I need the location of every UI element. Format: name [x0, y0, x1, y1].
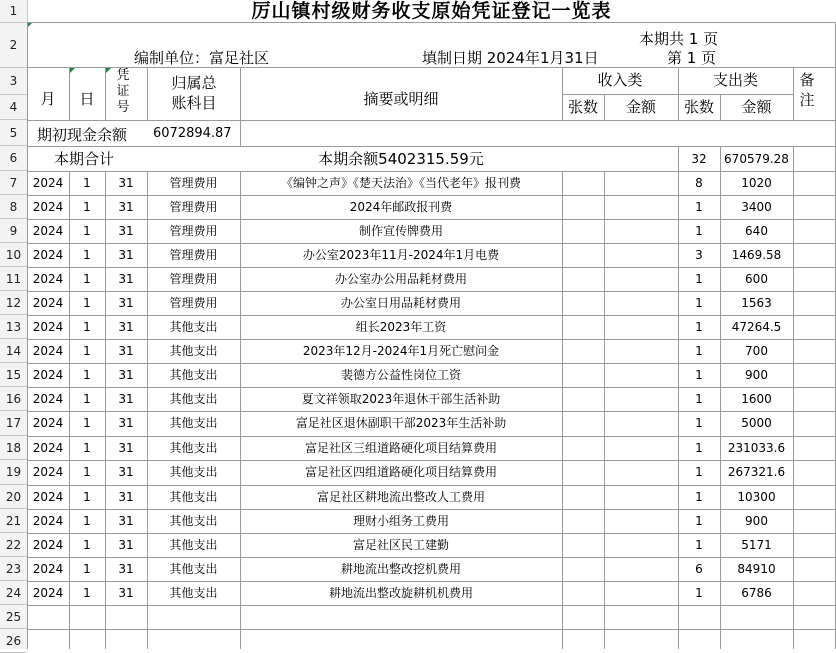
row-number[interactable]: 20	[5, 490, 22, 504]
grid-line	[147, 171, 148, 649]
cell-summary[interactable]: 夏文祥领取2023年退休干部生活补助	[301, 392, 501, 406]
cell-summary[interactable]: 组长2023年工资	[355, 320, 447, 334]
cell-month[interactable]: 1	[83, 465, 91, 479]
row-number[interactable]: 23	[5, 562, 22, 576]
grid-line	[27, 146, 836, 147]
grid-line	[69, 171, 70, 649]
grid-line	[27, 243, 836, 244]
cell-month[interactable]: 1	[83, 538, 91, 552]
cell-year[interactable]: 2024	[32, 392, 64, 406]
cell-day[interactable]: 31	[118, 586, 134, 600]
cell-day[interactable]: 31	[118, 320, 134, 334]
grid-line	[720, 94, 721, 120]
col-income-header: 收入类	[597, 71, 643, 89]
grid-line	[678, 171, 679, 649]
grid-line	[105, 67, 106, 120]
cell-amount[interactable]: 5000	[741, 416, 772, 430]
cell-year[interactable]: 2024	[32, 441, 64, 455]
cell-amount[interactable]: 900	[745, 514, 768, 528]
cell-account[interactable]: 其他支出	[169, 320, 218, 334]
grid-line	[27, 436, 836, 437]
row-number[interactable]: 26	[5, 634, 22, 648]
cell-month[interactable]: 1	[83, 392, 91, 406]
row-number[interactable]: 11	[5, 272, 22, 286]
cell-year[interactable]: 2024	[32, 248, 64, 262]
row-number[interactable]: 14	[5, 344, 22, 358]
cell-count[interactable]: 1	[695, 392, 703, 406]
cell-day[interactable]: 31	[118, 176, 134, 190]
grid-line	[27, 291, 836, 292]
grid-line	[27, 120, 836, 121]
cell-account[interactable]: 管理费用	[169, 296, 218, 310]
cell-amount[interactable]: 1600	[741, 392, 772, 406]
cell-amount[interactable]: 3400	[741, 200, 772, 214]
income-count-header: 张数	[567, 98, 598, 116]
cell-month[interactable]: 1	[83, 490, 91, 504]
col-remark-header: 备注	[799, 71, 815, 109]
cell-summary[interactable]: 富足社区耕地流出整改人工费用	[316, 490, 485, 504]
cell-amount[interactable]: 6786	[741, 586, 772, 600]
row-number[interactable]: 3	[9, 74, 18, 88]
cell-account[interactable]: 其他支出	[169, 441, 218, 455]
grid-line	[562, 67, 563, 120]
period-total-label: 本期合计	[54, 150, 115, 168]
col-account-header: 归属总账科目	[171, 74, 217, 112]
cell-count[interactable]: 1	[695, 296, 703, 310]
cell-year[interactable]: 2024	[32, 368, 64, 382]
cell-month[interactable]: 1	[83, 272, 91, 286]
cell-account[interactable]: 其他支出	[169, 344, 218, 358]
cell-summary[interactable]: 2023年12月-2024年1月死亡慰问金	[302, 344, 500, 358]
cell-count[interactable]: 1	[695, 224, 703, 238]
cell-month[interactable]: 1	[83, 200, 91, 214]
cell-day[interactable]: 31	[118, 368, 134, 382]
cell-year[interactable]: 2024	[32, 224, 64, 238]
cell-day[interactable]: 31	[118, 514, 134, 528]
grid-line	[793, 171, 794, 649]
cell-account[interactable]: 管理费用	[169, 200, 218, 214]
grid-line	[27, 581, 836, 582]
cell-day[interactable]: 31	[118, 344, 134, 358]
spreadsheet-grid[interactable]	[27, 0, 836, 649]
cell-year[interactable]: 2024	[32, 416, 64, 430]
cell-amount[interactable]: 900	[745, 368, 768, 382]
pages-total: 本期共 1 页	[639, 30, 719, 48]
cell-account[interactable]: 其他支出	[169, 465, 218, 479]
cell-account[interactable]: 其他支出	[169, 392, 218, 406]
grid-line	[27, 629, 836, 630]
row-number[interactable]: 22	[5, 538, 22, 552]
grid-line	[27, 219, 836, 220]
row-number[interactable]: 13	[5, 320, 22, 334]
date-label: 填制日期 2024年1月31日	[422, 49, 599, 67]
grid-line	[27, 387, 836, 388]
period-balance-text: 本期余额5402315.59元	[318, 150, 484, 168]
cell-summary[interactable]: 富足社区三组道路硬化项目结算费用	[304, 441, 497, 455]
cell-amount[interactable]: 600	[745, 272, 768, 286]
grid-line	[27, 605, 836, 606]
cell-count[interactable]: 1	[695, 272, 703, 286]
row-number[interactable]: 4	[9, 100, 18, 114]
opening-balance-value: 6072894.87	[153, 126, 232, 141]
cell-month[interactable]: 1	[83, 441, 91, 455]
cell-summary[interactable]: 2024年邮政报刊费	[349, 200, 453, 214]
cell-day[interactable]: 31	[118, 562, 134, 576]
col-summary-header: 摘要或明细	[363, 90, 439, 108]
cell-day[interactable]: 31	[118, 465, 134, 479]
cell-amount[interactable]: 10300	[737, 490, 776, 504]
cell-summary[interactable]: 耕地流出整改旋耕机机费用	[328, 586, 473, 600]
income-amount-header: 金额	[625, 98, 656, 116]
row-number[interactable]: 12	[5, 296, 22, 310]
grid-line	[27, 267, 836, 268]
cell-count[interactable]: 1	[695, 320, 703, 334]
grid-line	[240, 120, 241, 146]
grid-line	[27, 195, 836, 196]
grid-line	[678, 67, 679, 120]
row-number[interactable]: 6	[9, 151, 18, 165]
row-number[interactable]: 7	[9, 176, 18, 190]
grid-line	[147, 67, 148, 120]
row-number[interactable]: 2	[9, 38, 18, 52]
grid-line	[27, 67, 836, 68]
grid-line	[604, 171, 605, 649]
cell-count[interactable]: 1	[695, 514, 703, 528]
cell-month[interactable]: 1	[83, 320, 91, 334]
cell-summary[interactable]: 富足社区退休副职干部2023年生活补助	[295, 416, 507, 430]
grid-line	[720, 171, 721, 649]
cell-count[interactable]: 1	[695, 441, 703, 455]
grid-line	[27, 411, 836, 412]
cell-year[interactable]: 2024	[32, 296, 64, 310]
row-number[interactable]: 10	[5, 248, 22, 262]
cell-day[interactable]: 31	[118, 392, 134, 406]
cell-day[interactable]: 31	[118, 441, 134, 455]
grid-line	[27, 533, 836, 534]
grid-line	[105, 171, 106, 649]
cell-month[interactable]: 1	[83, 586, 91, 600]
cell-month[interactable]: 1	[83, 176, 91, 190]
row-number[interactable]: 8	[9, 200, 18, 214]
cell-year[interactable]: 2024	[32, 272, 64, 286]
period-total-amount: 670579.28	[724, 152, 789, 166]
row-header-column	[0, 0, 28, 649]
cell-count[interactable]: 1	[695, 416, 703, 430]
cell-day[interactable]: 31	[118, 224, 134, 238]
grid-line	[27, 22, 836, 23]
cell-amount[interactable]: 267321.6	[727, 465, 786, 479]
grid-line	[69, 67, 70, 120]
cell-account[interactable]: 管理费用	[169, 224, 218, 238]
cell-account[interactable]: 其他支出	[169, 490, 218, 504]
cell-day[interactable]: 31	[118, 200, 134, 214]
grid-line	[27, 485, 836, 486]
cell-day[interactable]: 31	[118, 538, 134, 552]
opening-balance-label: 期初现金余额	[37, 126, 128, 144]
row-number[interactable]: 1	[9, 4, 18, 18]
cell-summary[interactable]: 《编钟之声》《楚天法治》《当代老年》报刊费	[280, 176, 521, 190]
cell-month[interactable]: 1	[83, 416, 91, 430]
cell-amount[interactable]: 47264.5	[731, 320, 782, 334]
cell-count[interactable]: 6	[695, 562, 703, 576]
cell-year[interactable]: 2024	[32, 538, 64, 552]
grid-line	[793, 67, 794, 120]
cell-month[interactable]: 1	[83, 248, 91, 262]
col-expense-header: 支出类	[712, 71, 758, 89]
row-number[interactable]: 18	[5, 441, 22, 455]
grid-line	[27, 22, 28, 649]
cell-year[interactable]: 2024	[32, 344, 64, 358]
row-number[interactable]: 24	[5, 586, 22, 600]
grid-line	[793, 146, 794, 171]
grid-line	[27, 557, 836, 558]
cell-account[interactable]: 其他支出	[169, 586, 218, 600]
cell-count[interactable]: 1	[695, 465, 703, 479]
cell-amount[interactable]: 231033.6	[727, 441, 786, 455]
row-number[interactable]: 21	[5, 514, 22, 528]
cell-month[interactable]: 1	[83, 224, 91, 238]
cell-day[interactable]: 31	[118, 272, 134, 286]
cell-count[interactable]: 8	[695, 176, 703, 190]
cell-month[interactable]: 1	[83, 344, 91, 358]
sheet-title: 厉山镇村级财务收支原始凭证登记一览表	[251, 0, 612, 22]
cell-count[interactable]: 3	[695, 248, 703, 262]
cell-amount[interactable]: 1563	[741, 296, 772, 310]
cell-year[interactable]: 2024	[32, 320, 64, 334]
cell-day[interactable]: 31	[118, 296, 134, 310]
cell-count[interactable]: 1	[695, 344, 703, 358]
cell-summary[interactable]: 富足社区四组道路硬化项目结算费用	[304, 465, 497, 479]
cell-year[interactable]: 2024	[32, 465, 64, 479]
row-number[interactable]: 9	[9, 224, 18, 238]
cell-month[interactable]: 1	[83, 562, 91, 576]
cell-day[interactable]: 31	[118, 248, 134, 262]
grid-line	[27, 460, 836, 461]
cell-account[interactable]: 其他支出	[169, 538, 218, 552]
cell-month[interactable]: 1	[83, 296, 91, 310]
cell-year[interactable]: 2024	[32, 586, 64, 600]
cell-comment-marker	[70, 68, 75, 73]
period-total-count: 32	[691, 152, 707, 166]
cell-account[interactable]: 其他支出	[169, 514, 218, 528]
cell-account[interactable]: 管理费用	[169, 272, 218, 286]
cell-count[interactable]: 1	[695, 538, 703, 552]
row-number[interactable]: 19	[5, 465, 22, 479]
cell-account[interactable]: 其他支出	[169, 368, 218, 382]
grid-line	[240, 67, 241, 120]
col-voucher-header: 凭证号	[116, 68, 130, 115]
cell-amount[interactable]: 1469.58	[731, 248, 782, 262]
cell-year[interactable]: 2024	[32, 514, 64, 528]
cell-day[interactable]: 31	[118, 490, 134, 504]
cell-day[interactable]: 31	[118, 416, 134, 430]
grid-line	[27, 315, 836, 316]
cell-amount[interactable]: 640	[745, 224, 768, 238]
row-number[interactable]: 17	[5, 416, 22, 430]
cell-summary[interactable]: 办公室2023年11月-2024年1月电费	[302, 248, 500, 262]
grid-line	[27, 509, 836, 510]
expense-amount-header: 金额	[741, 98, 772, 116]
cell-account[interactable]: 管理费用	[169, 248, 218, 262]
cell-count[interactable]: 1	[695, 368, 703, 382]
unit-label: 编制单位：富足社区	[134, 49, 270, 67]
cell-month[interactable]: 1	[83, 368, 91, 382]
cell-count[interactable]: 1	[695, 200, 703, 214]
cell-account[interactable]: 管理费用	[169, 176, 218, 190]
cell-summary[interactable]: 办公室日用品耗材费用	[340, 296, 461, 310]
cell-count[interactable]: 1	[695, 586, 703, 600]
cell-summary[interactable]: 理财小组务工费用	[352, 514, 449, 528]
row-number[interactable]: 15	[5, 368, 22, 382]
grid-line	[27, 171, 836, 172]
grid-line	[678, 146, 679, 171]
cell-account[interactable]: 其他支出	[169, 416, 218, 430]
cell-year[interactable]: 2024	[32, 562, 64, 576]
grid-line	[604, 94, 605, 120]
cell-year[interactable]: 2024	[32, 200, 64, 214]
col-day-header: 日	[79, 90, 95, 108]
cell-summary[interactable]: 裴德方公益性岗位工资	[340, 368, 461, 382]
grid-line	[27, 363, 836, 364]
col-month-header: 月	[40, 90, 56, 108]
cell-count[interactable]: 1	[695, 490, 703, 504]
grid-line	[27, 339, 836, 340]
page-number: 第 1 页	[667, 49, 717, 67]
cell-summary[interactable]: 办公室办公用品耗材费用	[334, 272, 467, 286]
row-number[interactable]: 25	[5, 610, 22, 624]
expense-count-header: 张数	[683, 98, 714, 116]
cell-account[interactable]: 其他支出	[169, 562, 218, 576]
cell-year[interactable]: 2024	[32, 490, 64, 504]
cell-year[interactable]: 2024	[32, 176, 64, 190]
row-number[interactable]: 5	[9, 126, 18, 140]
grid-line	[562, 171, 563, 649]
grid-line	[240, 171, 241, 649]
row-number[interactable]: 16	[5, 392, 22, 406]
cell-comment-marker	[106, 68, 111, 73]
cell-month[interactable]: 1	[83, 514, 91, 528]
cell-summary[interactable]: 制作宣传牌费用	[358, 224, 443, 238]
cell-summary[interactable]: 耕地流出整改挖机费用	[340, 562, 461, 576]
cell-amount[interactable]: 1020	[741, 176, 772, 190]
cell-amount[interactable]: 700	[745, 344, 768, 358]
cell-summary[interactable]: 富足社区民工建勤	[352, 538, 449, 552]
grid-line	[720, 146, 721, 171]
cell-amount[interactable]: 5171	[741, 538, 772, 552]
cell-amount[interactable]: 84910	[737, 562, 776, 576]
